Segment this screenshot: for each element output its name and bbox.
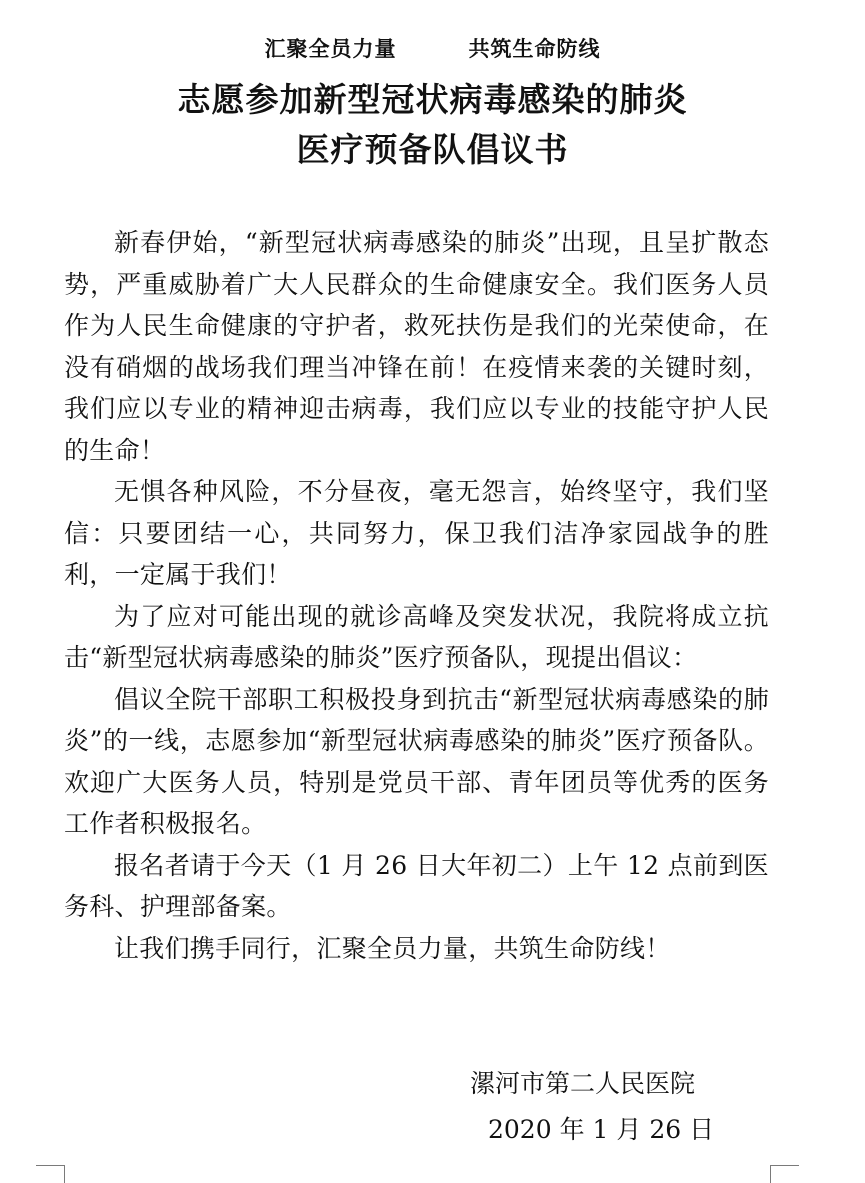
body-paragraph-5: 报名者请于今天（1 月 26 日大年初二）上午 12 点前到医务科、护理部备案。 [64, 850, 769, 921]
body-paragraph-4: 倡议全院干部职工积极投身到抗击“新型冠状病毒感染的肺炎”的一线，志愿参加“新型冠状病毒感染的肺炎”医疗预备队。欢迎广大医务人员，特别是党员干部、青年团员等优秀的医务工作者积极报名。 [64, 684, 769, 838]
slogan-right: 共筑生命防线 [468, 37, 601, 61]
body-paragraph-1: 新春伊始，“新型冠状病毒感染的肺炎”出现，且呈扩散态势，严重威胁着广大人民群众的生命健康安全。我们医务人员作为人民生命健康的守护者，救死扶伤是我们的光荣使命，在没有硝烟的战场我们理当冲锋在前！在疫情来袭的关键时刻，我们应以专业的精神迎击病毒，我们应以专业的技能守护人民的生命！ [64, 228, 769, 465]
page-corner-mark-right [770, 1165, 799, 1183]
page-corner-mark-left [36, 1165, 65, 1183]
body-paragraph-6: 让我们携手同行，汇聚全员力量，共筑生命防线！ [114, 933, 671, 963]
body-paragraph-2: 无惧各种风险，不分昼夜，毫无怨言，始终坚守，我们坚信：只要团结一心，共同努力，保卫我们洁净家园战争的胜利，一定属于我们！ [64, 477, 769, 589]
document-title-line-2: 医疗预备队倡议书 [296, 130, 569, 169]
document-body [64, 222, 769, 969]
header-slogan [0, 34, 865, 64]
slogan-left: 汇聚全员力量 [264, 37, 397, 61]
document-title-line-1: 志愿参加新型冠状病毒感染的肺炎 [177, 80, 688, 119]
body-paragraph-3: 为了应对可能出现的就诊高峰及突发状况，我院将成立抗击“新型冠状病毒感染的肺炎”医疗预备队，现提出倡议： [64, 601, 769, 672]
signature-organization: 漯河市第二人民医院 [470, 1069, 696, 1098]
signature-date: 2020 年 1 月 26 日 [488, 1115, 715, 1144]
